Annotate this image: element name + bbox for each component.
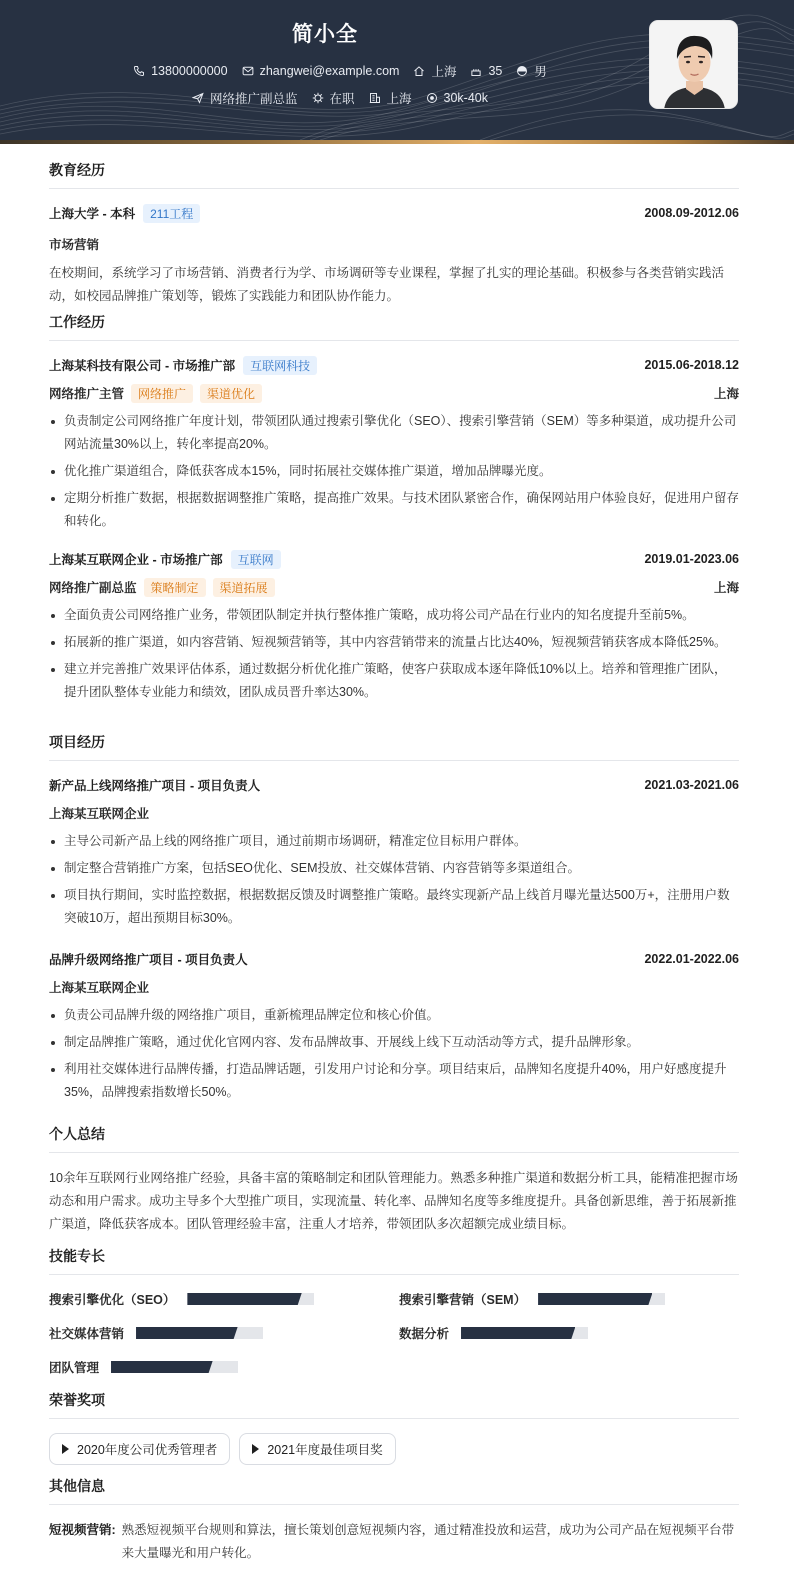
- other-text: 熟悉短视频平台规则和算法，擅长策划创意短视频内容，通过精准投放和运营，成功为公司产品在短视频平台带来大量曝光和用户转化。: [121, 1523, 735, 1560]
- skill-name: 数据分析: [399, 1327, 450, 1341]
- cake-icon: [470, 65, 482, 77]
- project-bullets: [49, 830, 739, 930]
- section-title-awards: 荣誉奖项: [49, 1390, 739, 1419]
- avatar-portrait: [650, 21, 738, 109]
- section-title-work: 工作经历: [49, 312, 739, 341]
- skills-section: [49, 1246, 739, 1390]
- school-tag: 211工程: [143, 204, 200, 223]
- skill-item: [49, 1289, 399, 1309]
- education-date: 2008.09-2012.06: [644, 206, 739, 220]
- work-bullets: [49, 410, 739, 533]
- play-icon: [252, 1444, 259, 1454]
- job-city: [369, 89, 412, 107]
- skill-name: 搜索引擎营销（SEM）: [399, 1293, 527, 1307]
- project-section: [49, 732, 739, 1124]
- project-entry: [49, 775, 739, 949]
- gender-icon: [516, 65, 528, 77]
- project-bullet: 主导公司新产品上线的网络推广项目，通过前期市场调研，精准定位目标用户群体。: [49, 830, 739, 853]
- project-org: 上海某互联网企业: [49, 981, 150, 995]
- job-target-text: 网络推广副总监: [209, 92, 298, 106]
- contact-location: [413, 62, 456, 80]
- work-bullet: 建立并完善推广效果评估体系，通过数据分析优化推广策略，使客户获取成本逐年降低10%以上。培养和管理推广团队，提升团队整体专业能力和绩效，团队成员晋升率达30%。: [49, 658, 739, 704]
- award-badge: [239, 1433, 395, 1465]
- project-bullets: [49, 1004, 739, 1104]
- job-city-text: 上海: [386, 92, 412, 106]
- project-bullet: 制定品牌推广策略，通过优化官网内容、发布品牌故事、开展线上线下互动活动等方式，提升品牌形象。: [49, 1031, 739, 1054]
- work-role-line: [49, 383, 739, 403]
- job-status-text: 在职: [329, 92, 355, 106]
- work-date: 2015.06-2018.12: [644, 358, 739, 372]
- job-info-row: [0, 89, 680, 107]
- resume-body: [49, 160, 739, 1565]
- education-major-line: [49, 234, 739, 254]
- skill-bar: [136, 1327, 263, 1339]
- skill-bar: [538, 1293, 665, 1305]
- skill-name: 团队管理: [49, 1361, 100, 1375]
- phone-icon: [133, 65, 145, 77]
- skill-bar: [461, 1327, 588, 1339]
- role-tag: 网络推广: [131, 384, 193, 403]
- work-bullet: 负责制定公司网络推广年度计划，带领团队通过搜索引擎优化（SEO）、搜索引擎营销（SEM）等多种渠道，成功提升公司网站流量30%以上，转化率提高20%。: [49, 410, 739, 456]
- project-org-line: [49, 977, 739, 997]
- work-entry: [49, 355, 739, 549]
- school-name: 上海大学 - 本科: [49, 207, 136, 221]
- role-tag: 渠道拓展: [213, 578, 275, 597]
- work-bullets: [49, 604, 739, 704]
- location-text: 上海: [431, 65, 457, 79]
- section-title-education: 教育经历: [49, 160, 739, 189]
- project-date: 2022.01-2022.06: [644, 952, 739, 966]
- award-badge: [49, 1433, 230, 1465]
- work-date: 2019.01-2023.06: [644, 552, 739, 566]
- awards-section: [49, 1390, 739, 1476]
- contact-gender: [516, 62, 547, 80]
- mail-icon: [242, 65, 254, 77]
- role-tag: 渠道优化: [200, 384, 262, 403]
- job-status: [312, 89, 355, 107]
- company-name: 上海某科技有限公司 - 市场推广部: [49, 359, 236, 373]
- age-text: 35: [488, 64, 503, 78]
- phone-text: 13800000000: [151, 64, 228, 78]
- work-entry: [49, 549, 739, 704]
- skill-fill: [538, 1293, 652, 1305]
- contact-email: [242, 64, 400, 78]
- major-name: 市场营销: [49, 238, 100, 252]
- education-entry-head: [49, 203, 739, 223]
- project-bullet: 制定整合营销推广方案，包括SEO优化、SEM投放、社交媒体营销、内容营销等多渠道组合。: [49, 857, 739, 880]
- skill-item: [49, 1323, 399, 1343]
- contact-phone: [133, 64, 227, 78]
- project-name: 新产品上线网络推广项目 - 项目负责人: [49, 779, 261, 793]
- candidate-name: 简小全: [292, 23, 358, 46]
- project-entry-head: [49, 949, 739, 969]
- project-org: 上海某互联网企业: [49, 807, 150, 821]
- section-title-skills: 技能专长: [49, 1246, 739, 1275]
- email-text: zhangwei@example.com: [259, 64, 400, 78]
- other-section: [49, 1476, 739, 1565]
- job-salary: [426, 91, 488, 105]
- project-entry-head: [49, 775, 739, 795]
- salary-icon: [426, 92, 438, 104]
- skill-item: [49, 1357, 399, 1377]
- skill-item: [399, 1323, 739, 1343]
- skill-bar: [187, 1293, 314, 1305]
- summary-section: [49, 1124, 739, 1246]
- summary-text: 10余年互联网行业网络推广经验，具备丰富的策略制定和团队管理能力。熟悉多种推广渠道和数据分析工具，能精准把握市场动态和用户需求。成功主导多个大型推广项目，实现流量、转化率、品牌知名度等多维度提升。具备创新思维，善于拓展新推广渠道，降低获客成本。团队管理经验丰富，注重人才培养，带领团队多次超额完成业绩目标。: [49, 1171, 738, 1231]
- work-bullet: 拓展新的推广渠道，如内容营销、短视频营销等，其中内容营销带来的流量占比达40%，短视频营销获客成本降低25%。: [49, 631, 739, 654]
- contact-info-row: [0, 62, 680, 80]
- industry-tag: 互联网科技: [243, 356, 317, 375]
- skill-fill: [111, 1361, 213, 1373]
- skill-fill: [461, 1327, 575, 1339]
- skill-fill: [136, 1327, 238, 1339]
- work-bullet: 定期分析推广数据，根据数据调整推广策略，提高推广效果。与技术团队紧密合作，确保网站用户体验良好，促进用户留存和转化。: [49, 487, 739, 533]
- skills-grid: [49, 1289, 739, 1377]
- skill-name: 社交媒体营销: [49, 1327, 125, 1341]
- job-target: [192, 89, 298, 107]
- contact-age: [470, 64, 502, 78]
- work-entry-head: [49, 549, 739, 569]
- section-title-summary: 个人总结: [49, 1124, 739, 1153]
- other-info-row: [49, 1519, 739, 1565]
- play-icon: [62, 1444, 69, 1454]
- resume-header: [0, 0, 794, 140]
- section-title-other: 其他信息: [49, 1476, 739, 1505]
- awards-list: [49, 1433, 739, 1465]
- role-title: 网络推广主管: [49, 387, 125, 401]
- project-name: 品牌升级网络推广项目 - 项目负责人: [49, 953, 248, 967]
- skill-bar: [111, 1361, 238, 1373]
- work-role-line: [49, 577, 739, 597]
- education-section: [49, 160, 739, 312]
- project-entry: [49, 949, 739, 1104]
- project-bullet: 项目执行期间，实时监控数据，根据数据反馈及时调整推广策略。最终实现新产品上线首月曝光量达500万+，注册用户数突破10万，超出预期目标30%。: [49, 884, 739, 930]
- work-entry-head: [49, 355, 739, 375]
- company-name: 上海某互联网企业 - 市场推广部: [49, 553, 223, 567]
- home-icon: [413, 65, 425, 77]
- project-bullet: 负责公司品牌升级的网络推广项目，重新梳理品牌定位和核心价值。: [49, 1004, 739, 1027]
- work-section: [49, 312, 739, 732]
- project-date: 2021.03-2021.06: [644, 778, 739, 792]
- industry-tag: 互联网: [231, 550, 281, 569]
- award-text: 2020年度公司优秀管理者: [77, 1443, 218, 1457]
- send-icon: [192, 92, 204, 104]
- other-label: 短视频营销:: [49, 1523, 116, 1537]
- role-title: 网络推广副总监: [49, 581, 137, 595]
- section-title-projects: 项目经历: [49, 732, 739, 761]
- work-city: 上海: [713, 581, 739, 595]
- project-bullet: 利用社交媒体进行品牌传播，打造品牌话题，引发用户讨论和分享。项目结束后，品牌知名度提升40%，用户好感度提升35%，品牌搜索指数增长50%。: [49, 1058, 739, 1104]
- gender-text: 男: [534, 65, 547, 79]
- award-text: 2021年度最佳项目奖: [267, 1443, 383, 1457]
- skill-fill: [187, 1293, 301, 1305]
- header-accent-bar: [0, 140, 794, 144]
- status-icon: [312, 92, 324, 104]
- skill-item: [399, 1289, 739, 1309]
- education-description: 在校期间，系统学习了市场营销、消费者行为学、市场调研等专业课程，掌握了扎实的理论基础。积极参与各类营销实践活动，如校园品牌推广策划等，锻炼了实践能力和团队协作能力。: [49, 266, 725, 303]
- building-icon: [369, 92, 381, 104]
- job-salary-text: 30k-40k: [443, 91, 489, 105]
- work-bullet: 优化推广渠道组合，降低获客成本15%，同时拓展社交媒体推广渠道，增加品牌曝光度。: [49, 460, 739, 483]
- work-bullet: 全面负责公司网络推广业务，带领团队制定并执行整体推广策略，成功将公司产品在行业内的知名度提升至前5%。: [49, 604, 739, 627]
- skill-name: 搜索引擎优化（SEO）: [49, 1293, 176, 1307]
- role-tag: 策略制定: [144, 578, 206, 597]
- work-city: 上海: [713, 387, 739, 401]
- project-org-line: [49, 803, 739, 823]
- avatar-photo: [649, 20, 738, 109]
